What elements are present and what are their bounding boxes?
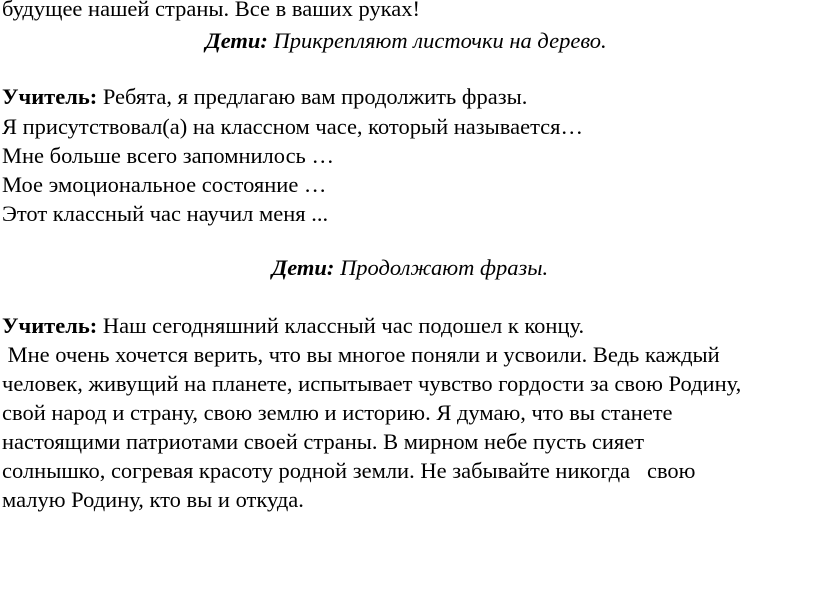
phrase-line: Мне больше всего запомнилось … <box>2 143 334 168</box>
teacher-text: Наш сегодняшний классный час подошел к концу. <box>97 313 585 338</box>
stage-direction-children <box>2 255 816 281</box>
paragraph-line: человек, живущий на планете, испытывает чувство гордости за свою Родину, <box>2 371 742 396</box>
paragraph-line: настоящими патриотами своей страны. В мирном небе пусть сияет <box>2 429 645 454</box>
speaker-label: Учитель: <box>2 84 98 109</box>
phrase-line: Мое эмоциональное состояние … <box>2 172 327 197</box>
speaker-label: Учитель: <box>2 313 98 338</box>
teacher-line <box>2 313 584 339</box>
text-line: будущее нашей страны. Все в ваших руках! <box>2 0 420 21</box>
phrase-line: Я присутствовал(а) на классном часе, который называется… <box>2 114 584 139</box>
speaker-label: Дети: <box>271 255 335 280</box>
paragraph-line: Мне очень хочется верить, что вы многое поняли и усвоили. Ведь каждый <box>2 342 720 367</box>
speaker-label: Дети: <box>205 28 268 53</box>
stage-direction-children <box>0 28 814 54</box>
teacher-text: Ребята, я предлагаю вам продолжить фразы. <box>97 84 528 109</box>
phrase-line: Этот классный час научил меня ... <box>2 201 329 226</box>
paragraph-line: малую Родину, кто вы и откуда. <box>2 487 304 512</box>
stage-direction-text: Прикрепляют листочки на дерево. <box>267 28 607 53</box>
teacher-line <box>2 84 527 110</box>
paragraph-line: солнышко, согревая красоту родной земли. Не забывайте никогда свою <box>2 458 696 483</box>
stage-direction-text: Продолжают фразы. <box>334 255 549 280</box>
paragraph-line: свой народ и страну, свою землю и историю. Я думаю, что вы станете <box>2 400 673 425</box>
